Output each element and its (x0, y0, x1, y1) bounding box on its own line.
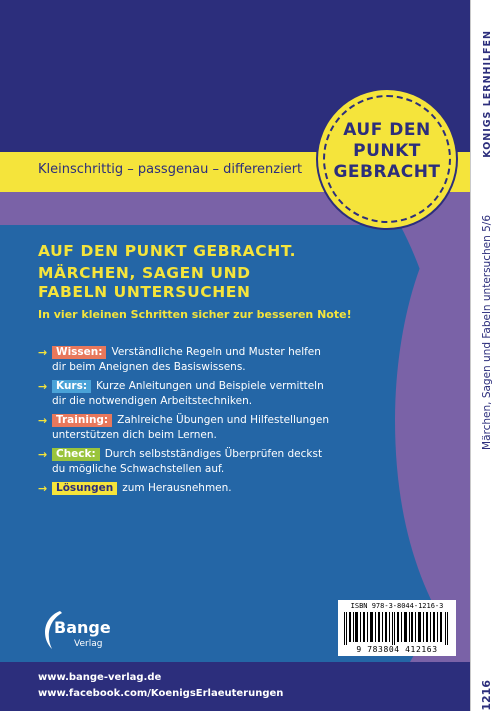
spine-brand: KÖNIGS LERNHILFEN (482, 30, 493, 158)
arrow-icon: → (38, 346, 48, 359)
stamp-badge (318, 90, 456, 228)
headline-line: AUF DEN PUNKT GEBRACHT. (38, 242, 297, 260)
tagline: Kleinschrittig – passgenau – differenziert (38, 162, 303, 177)
isbn-text: ISBN 978-3-8044-1216-3 (350, 602, 444, 610)
ean-text: 9 783804 412163 (356, 645, 438, 654)
item-text: zum Herausnehmen. (122, 482, 232, 494)
spine-title: Märchen, Sagen und Fabeln untersuchen 5/6 (481, 215, 493, 450)
barcode (338, 600, 456, 656)
spine-number: 1216 (480, 680, 493, 711)
logo-name: Bange (54, 618, 111, 637)
headline-line: FABELN UNTERSUCHEN (38, 283, 251, 301)
item-text: Durch selbstständiges Überprüfen deckst du mögliche Schwachstellen auf. (52, 448, 323, 475)
tag-label: Training: (52, 414, 112, 427)
tag-label: Kurs: (52, 380, 91, 393)
item-text: Kurze Anleitungen und Beispiele vermitteln dir die notwendigen Arbeitstechniken. (52, 380, 324, 407)
stamp-line: AUF DEN (343, 120, 431, 140)
book-spine (470, 0, 500, 711)
barcode-bars-icon (344, 612, 450, 645)
subheadline: In vier kleinen Schritten sicher zur besseren Note! (38, 308, 352, 321)
publisher-logo (38, 607, 128, 655)
list-item-training (38, 413, 338, 443)
logo-sub: Verlag (74, 639, 103, 649)
list-item-check (38, 447, 338, 477)
list-item-wissen (38, 345, 338, 375)
headline-line: MÄRCHEN, SAGEN UND (38, 264, 251, 282)
item-text: Zahlreiche Übungen und Hilfestellungen unterstützen dich beim Lernen. (52, 414, 329, 441)
footer-url-link[interactable]: www.bange-verlag.de (38, 672, 162, 683)
arrow-icon: → (38, 380, 48, 393)
tag-label: Lösungen (52, 482, 117, 495)
tag-label: Check: (52, 448, 100, 461)
bottom-bar (0, 662, 470, 711)
footer-facebook-link[interactable]: www.facebook.com/KoenigsErlaeuterungen (38, 688, 284, 699)
arrow-icon: → (38, 482, 48, 495)
list-item-kurs (38, 379, 338, 409)
list-item-loesungen (38, 481, 338, 496)
tag-label: Wissen: (52, 346, 106, 359)
stamp-line: GEBRACHT (333, 162, 441, 182)
arrow-icon: → (38, 414, 48, 427)
item-text: Verständliche Regeln und Muster helfen dir beim Aneignen des Basiswissens. (52, 346, 321, 373)
stamp-line: PUNKT (353, 141, 421, 161)
arrow-icon: → (38, 448, 48, 461)
